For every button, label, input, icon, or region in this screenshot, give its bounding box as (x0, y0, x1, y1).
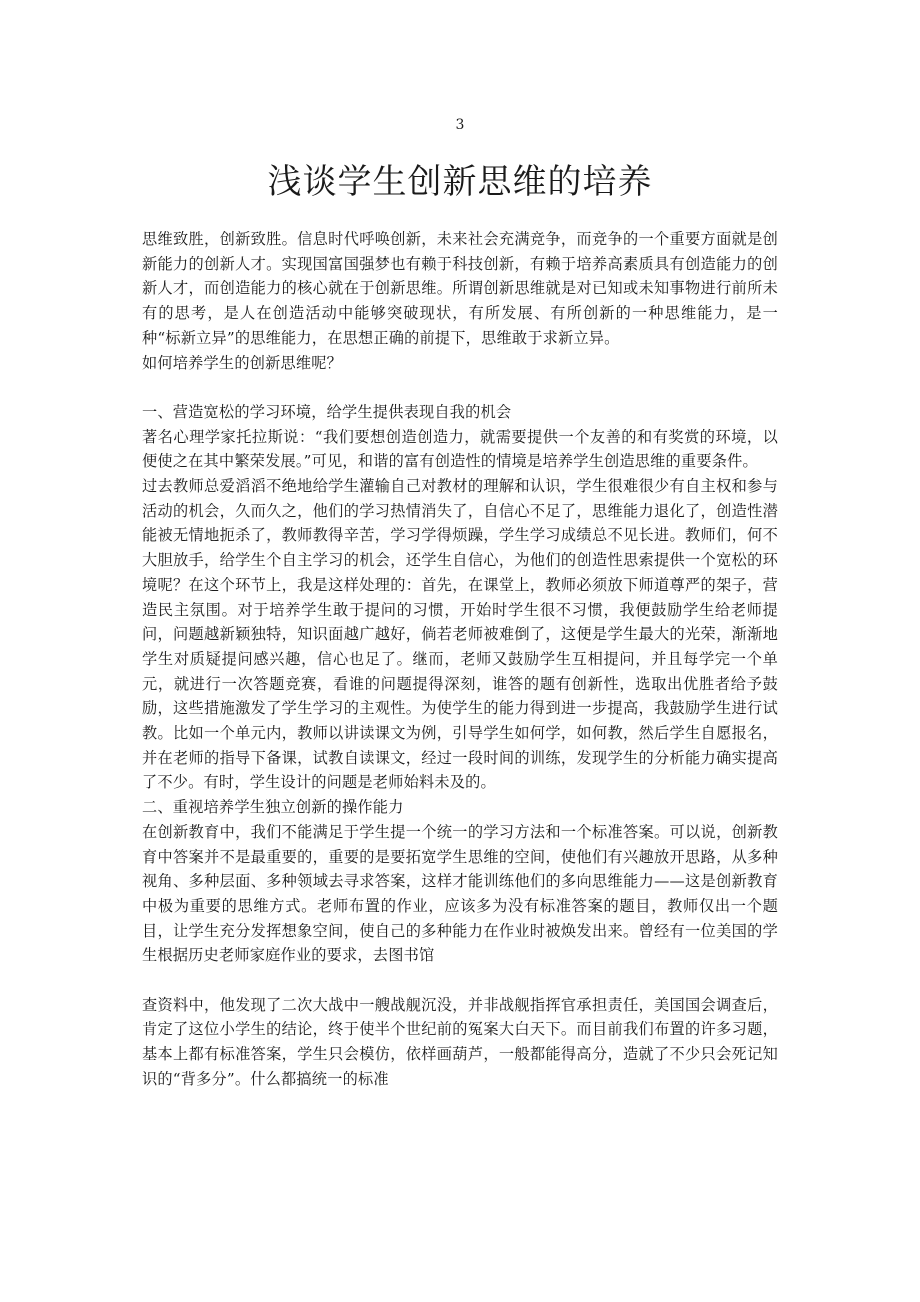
paragraph-innovation: 在创新教育中，我们不能满足于学生提一个统一的学习方法和一个标准答案。可以说，创新教育中答案并不是最重要的，重要的是要拓宽学生思维的空间，使他们有兴趣放开思路，从多种视角、多种层面、多种领域去寻求答案，这样才能训练他们的多向思维能力——这是创新教育中极为重要的思维方式。老师布置的作业，应该多为没有标准答案的题目，教师仅出一个题目，让学生充分发挥想象空间，使自己的多种能力在作业时被焕发出来。曾经有一位美国的学生根据历史老师家庭作业的要求，去图书馆 (142, 822, 778, 965)
page-number: 3 (455, 117, 465, 133)
document-body (142, 227, 778, 1092)
paragraph-continuation: 查资料中，他发现了二次大战中一艘战舰沉没，并非战舰指挥官承担责任，美国国会调查后，肯定了这位小学生的结论，终于使半个世纪前的冤案大白天下。而目前我们布置的许多习题，基本上都有标准答案，学生只会模仿，依样画葫芦，一般都能得高分，造就了不少只会死记知识的“背多分”。什么都搞统一的标准 (142, 995, 778, 1088)
page-title: 浅谈学生创新思维的培养 (267, 162, 653, 202)
paragraph-question: 如何培养学生的创新思维呢？ (142, 353, 343, 372)
section-heading-2: 二、重视培养学生独立创新的操作能力 (142, 798, 404, 817)
paragraph-practice: 过去教师总爱滔滔不绝地给学生灌输自己对教材的理解和认识，学生很难很少有自主权和参与活动的机会，久而久之，他们的学习热情消失了，自信心不足了，思维能力退化了，创造性潜能被无情地扼杀了，教师教得辛苦，学习学得烦躁，学生学习成绩总不见长进。教师们，何不大胆放手，给学生个自主学习的机会，还学生自信心，为他们的创造性思索提供一个宽松的环境呢？在这个环节上，我是这样处理的：首先，在课堂上，教师必须放下师道尊严的架子，营造民主氛围。对于培养学生敢于提问的习惯，开始时学生很不习惯，我便鼓励学生给老师提问，问题越新颖独特，知识面越广越好，倘若老师被难倒了，这便是学生最大的光荣，渐渐地学生对质疑提问感兴趣，信心也足了。继而，老师又鼓励学生互相提问，并且每学完一个单元，就进行一次答题竞赛，看谁的问题提得深刻，谁答的题有创新性，选取出优胜者给予鼓励，这些措施激发了学生学习的主观性。为使学生的能力得到进一步提高，我鼓励学生进行试教。比如一个单元内，教师以讲读课文为例，引导学生如何学，如何教，然后学生自愿报名，并在老师的指导下备课，试教自读课文，经过一段时间的训练，发现学生的分析能力确实提高了不少。有时，学生设计的问题是老师始料未及的。 (142, 477, 778, 792)
section-heading-1: 一、营造宽松的学习环境，给学生提供表现自我的机会 (142, 402, 512, 421)
paragraph-intro: 思维致胜，创新致胜。信息时代呼唤创新，未来社会充满竞争，而竞争的一个重要方面就是创新能力的创新人才。实现国富国强梦也有赖于科技创新，有赖于培养高素质具有创造能力的创新人才，而创造能力的核心就在于创新思维。所谓创新思维就是对已知或未知事物进行前所未有的思考，是人在创造活动中能够突破现状，有所发展、有所创新的一种思维能力，是一种“标新立异”的思维能力，在思想正确的前提下，思维敢于求新立异。 (142, 230, 778, 347)
paragraph-quote: 著名心理学家托拉斯说：“我们要想创造创造力，就需要提供一个友善的和有奖赏的环境，以便使之在其中繁荣发展。”可见，和谐的富有创造性的情境是培养学生创造思维的重要条件。 (142, 427, 778, 471)
